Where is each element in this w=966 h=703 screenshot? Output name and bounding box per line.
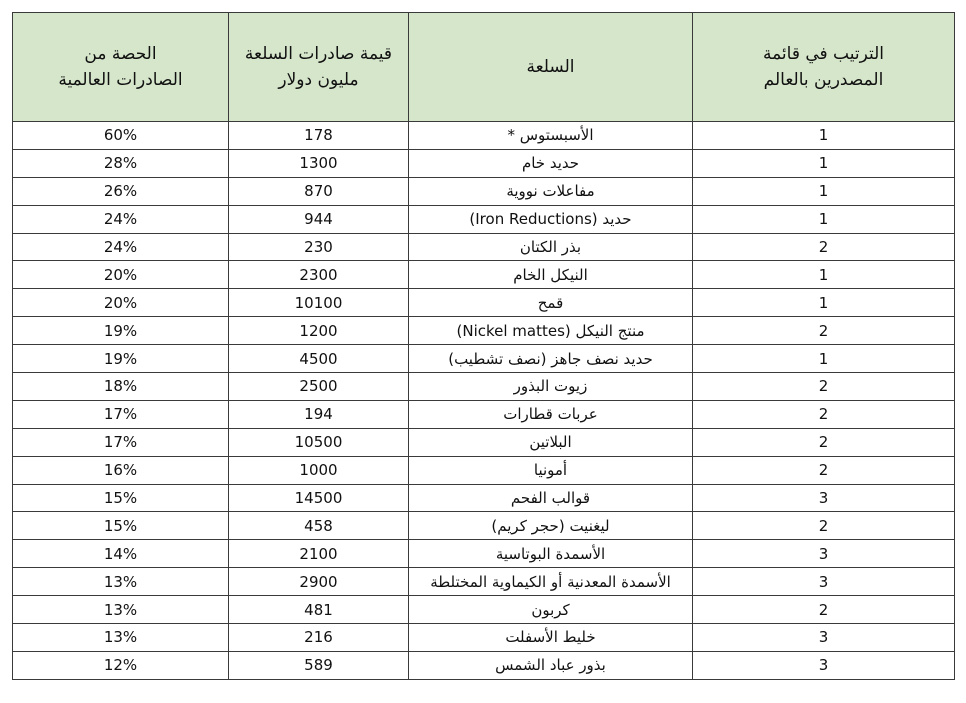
cell-share: 20% xyxy=(13,261,229,289)
cell-item: الأسمدة البوتاسية xyxy=(409,540,693,568)
cell-item: زيوت البذور xyxy=(409,373,693,401)
header-world-rank-line-1: الترتيب في قائمة xyxy=(762,44,885,64)
header-commodity xyxy=(409,13,693,122)
cell-rank: 2 xyxy=(693,400,955,428)
cell-value: 870 xyxy=(229,177,409,205)
cell-value: 481 xyxy=(229,596,409,624)
cell-share: 15% xyxy=(13,512,229,540)
header-export-value-line-1: قيمة صادرات السلعة xyxy=(244,44,393,64)
cell-value: 1000 xyxy=(229,456,409,484)
cell-item: أمونيا xyxy=(409,456,693,484)
cell-item: حديد نصف جاهز (نصف تشطيب) xyxy=(409,345,693,373)
cell-share: 20% xyxy=(13,289,229,317)
table-row xyxy=(13,205,955,233)
cell-rank: 3 xyxy=(693,540,955,568)
cell-item: بذر الكتان xyxy=(409,233,693,261)
header-world-share xyxy=(13,13,229,122)
cell-value: 2300 xyxy=(229,261,409,289)
cell-value: 230 xyxy=(229,233,409,261)
cell-rank: 2 xyxy=(693,596,955,624)
cell-rank: 1 xyxy=(693,345,955,373)
header-world-share-line-1: الحصة من xyxy=(84,44,157,64)
cell-share: 16% xyxy=(13,456,229,484)
cell-rank: 1 xyxy=(693,177,955,205)
table-row xyxy=(13,400,955,428)
table-header-row xyxy=(13,13,955,122)
cell-value: 458 xyxy=(229,512,409,540)
table-row xyxy=(13,428,955,456)
cell-value: 216 xyxy=(229,624,409,652)
cell-item: حديد خام xyxy=(409,149,693,177)
cell-rank: 2 xyxy=(693,233,955,261)
header-export-value xyxy=(229,13,409,122)
header-export-value-line-2: مليون دولار xyxy=(278,70,359,90)
cell-share: 19% xyxy=(13,317,229,345)
cell-value: 10500 xyxy=(229,428,409,456)
cell-value: 2500 xyxy=(229,373,409,401)
cell-item: قوالب الفحم xyxy=(409,484,693,512)
header-world-rank xyxy=(693,13,955,122)
cell-rank: 2 xyxy=(693,317,955,345)
cell-item: خليط الأسفلت xyxy=(409,624,693,652)
cell-share: 12% xyxy=(13,651,229,679)
cell-rank: 3 xyxy=(693,568,955,596)
cell-share: 18% xyxy=(13,373,229,401)
cell-value: 2900 xyxy=(229,568,409,596)
cell-value: 4500 xyxy=(229,345,409,373)
cell-item: قمح xyxy=(409,289,693,317)
cell-share: 24% xyxy=(13,233,229,261)
cell-rank: 2 xyxy=(693,373,955,401)
cell-value: 2100 xyxy=(229,540,409,568)
cell-share: 24% xyxy=(13,205,229,233)
cell-rank: 1 xyxy=(693,205,955,233)
cell-item: البلاتين xyxy=(409,428,693,456)
table-row xyxy=(13,289,955,317)
header-commodity-line-1: السلعة xyxy=(526,57,575,77)
cell-share: 26% xyxy=(13,177,229,205)
cell-rank: 1 xyxy=(693,149,955,177)
cell-item: الأسبستوس * xyxy=(409,122,693,150)
table-row xyxy=(13,512,955,540)
cell-item: عربات قطارات xyxy=(409,400,693,428)
cell-rank: 2 xyxy=(693,512,955,540)
cell-value: 178 xyxy=(229,122,409,150)
table-row xyxy=(13,456,955,484)
table-row xyxy=(13,568,955,596)
cell-item: كربون xyxy=(409,596,693,624)
cell-item: منتج النيكل (Nickel mattes) xyxy=(409,317,693,345)
table-row xyxy=(13,345,955,373)
cell-item: بذور عباد الشمس xyxy=(409,651,693,679)
cell-share: 15% xyxy=(13,484,229,512)
table-row xyxy=(13,122,955,150)
cell-share: 14% xyxy=(13,540,229,568)
cell-value: 1200 xyxy=(229,317,409,345)
table-row xyxy=(13,373,955,401)
cell-rank: 3 xyxy=(693,624,955,652)
cell-item: مفاعلات نووية xyxy=(409,177,693,205)
cell-value: 589 xyxy=(229,651,409,679)
table-row xyxy=(13,177,955,205)
cell-value: 14500 xyxy=(229,484,409,512)
cell-rank: 1 xyxy=(693,289,955,317)
cell-rank: 2 xyxy=(693,428,955,456)
cell-share: 28% xyxy=(13,149,229,177)
cell-item: ليغنيت (حجر كريم) xyxy=(409,512,693,540)
cell-rank: 3 xyxy=(693,484,955,512)
exports-table-container xyxy=(12,12,954,680)
cell-item: النيكل الخام xyxy=(409,261,693,289)
cell-value: 10100 xyxy=(229,289,409,317)
header-world-rank-line-2: المصدرين بالعالم xyxy=(763,70,884,90)
exports-table xyxy=(12,12,955,680)
table-row xyxy=(13,233,955,261)
table-row xyxy=(13,317,955,345)
cell-rank: 1 xyxy=(693,122,955,150)
header-world-share-line-2: الصادرات العالمية xyxy=(58,70,183,90)
table-row xyxy=(13,540,955,568)
cell-share: 13% xyxy=(13,596,229,624)
table-row xyxy=(13,484,955,512)
cell-share: 17% xyxy=(13,428,229,456)
cell-share: 17% xyxy=(13,400,229,428)
table-row xyxy=(13,651,955,679)
cell-item: حديد (Iron Reductions) xyxy=(409,205,693,233)
table-row xyxy=(13,596,955,624)
cell-value: 944 xyxy=(229,205,409,233)
cell-share: 13% xyxy=(13,624,229,652)
table-row xyxy=(13,624,955,652)
cell-rank: 3 xyxy=(693,651,955,679)
table-row xyxy=(13,261,955,289)
table-body xyxy=(13,122,955,680)
cell-share: 13% xyxy=(13,568,229,596)
cell-share: 60% xyxy=(13,122,229,150)
cell-rank: 1 xyxy=(693,261,955,289)
cell-share: 19% xyxy=(13,345,229,373)
table-row xyxy=(13,149,955,177)
cell-value: 194 xyxy=(229,400,409,428)
cell-value: 1300 xyxy=(229,149,409,177)
cell-rank: 2 xyxy=(693,456,955,484)
cell-item: الأسمدة المعدنية أو الكيماوية المختلطة xyxy=(409,568,693,596)
